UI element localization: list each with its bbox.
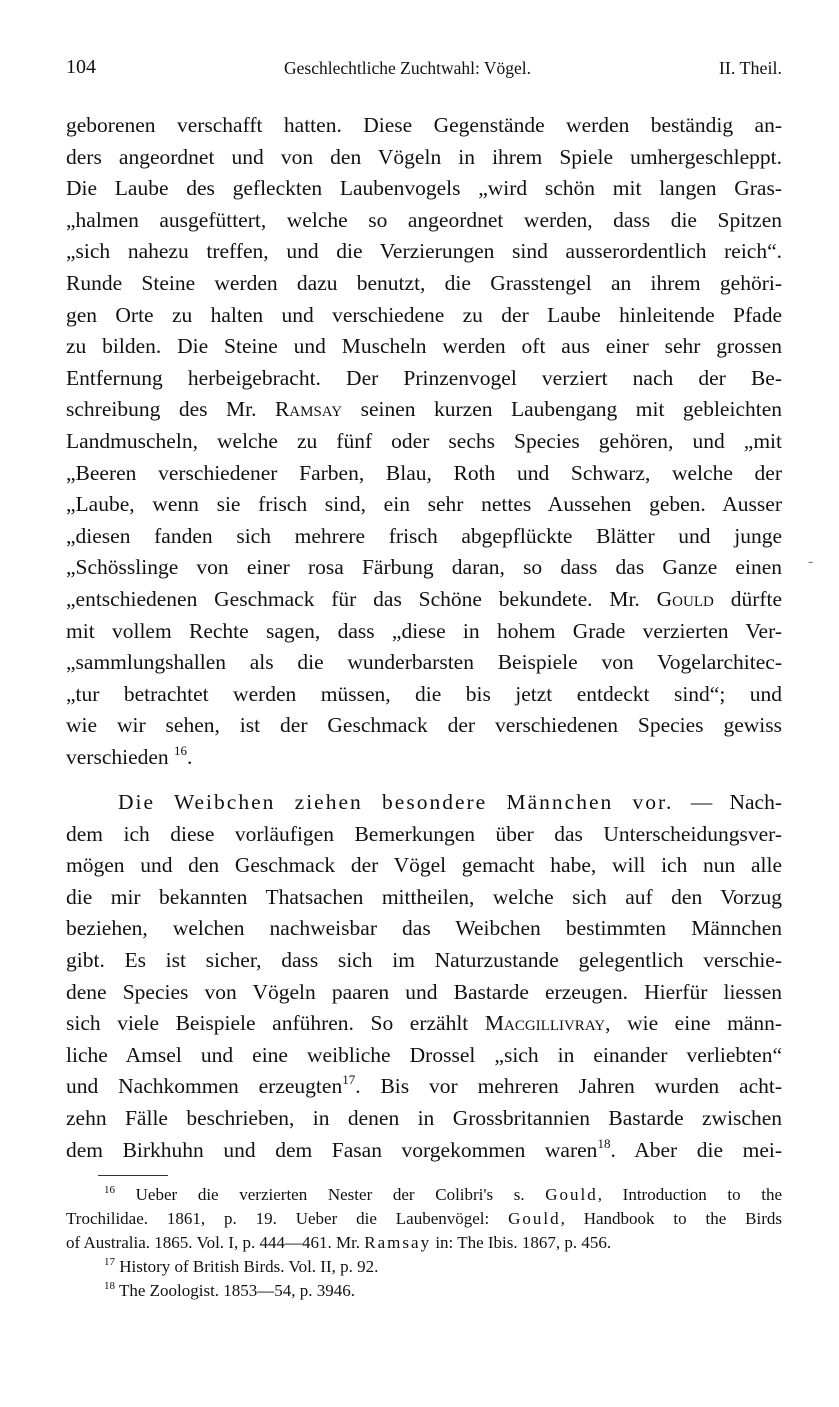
text-segment: „entschiedenen Geschmack für das Schöne bekundete. Mr. [66,586,640,611]
footnote-line [66,1207,782,1231]
text-segment: in: The Ibis. 1867, p. 456. [435,1233,612,1252]
text-segment: schreibung des Mr. [66,397,257,422]
text-line: zu bilden. Die Steine und Muscheln werden oft aus einer sehr grossen [66,334,782,359]
text-line: Landmuscheln, welche zu fünf oder sechs Species gehören, und „mit [66,428,782,453]
footnote-line [66,1231,782,1255]
text-line: „tur betrachtet werden müssen, die bis jetzt entdeckt sind“; und [66,681,782,706]
text-segment: The Zoologist. 1853—54, p. 3946. [118,1281,356,1300]
footnote-reference-18[interactable]: 18 [597,1135,611,1151]
text-segment: . [187,744,193,769]
text-line: „halmen ausgefüttert, welche so angeordnet werden, dass die Spitzen [66,207,782,232]
text-line [66,394,782,426]
text-line: gibt. Es ist sicher, dass sich im Naturzustande gelegentlich verschie- [66,947,782,972]
text-segment: dem Birkhuhn und dem Fasan vorgekommen waren [66,1137,598,1162]
text-line [66,584,782,616]
text-segment: und Nachkommen erzeugten [66,1074,343,1099]
author-name-macgillivray: Macgillivray [484,1011,606,1036]
author-name-gould: Gould [508,1209,561,1228]
text-segment: of Australia. 1865. Vol. I, p. 444—461. Mr. [66,1233,361,1252]
text-segment: — Nach- [690,790,782,814]
text-segment: , Introduction to the [597,1185,783,1204]
text-segment: dürfte [730,586,783,611]
text-line [66,1135,782,1167]
text-line: Die Laube des gefleckten Laubenvogels „wird schön mit langen Gras- [66,176,782,201]
text-segment: seinen kurzen Laubengang mit gebleichten [360,397,783,422]
author-name-gould: Gould [545,1185,598,1204]
author-name-ramsay: Ramsay [364,1233,432,1252]
footnote-17 [66,1255,782,1279]
footnote-18 [66,1279,782,1303]
text-segment: , Handbook to the Birds [560,1209,782,1228]
footnote-line [66,1279,782,1303]
text-line: „sich nahezu treffen, und die Verzierungen sind ausserordentlich reich“. [66,239,782,264]
text-line: gen Orte zu halten und verschiedene zu der Laube hinleitende Pfade [66,302,782,327]
text-segment: , wie eine männ- [605,1011,782,1036]
text-line: „Laube, wenn sie frisch sind, ein sehr nettes Aussehen geben. Ausser [66,492,782,517]
text-line [66,1071,782,1103]
page-number: 104 [66,56,96,78]
text-line: dem ich diese vorläufigen Bemerkungen über das Unterscheidungsver- [66,821,782,846]
text-segment: History of British Birds. Vol. II, p. 92. [119,1257,379,1276]
section-heading: Die Weibchen ziehen besondere Männchen vor. [118,790,674,814]
text-segment: Ueber die verzierten Nester der Colibri's s. [135,1185,525,1204]
text-line: zehn Fälle beschrieben, in denen in Grossbritannien Bastarde zwischen [66,1105,782,1130]
text-segment: sich viele Beispiele anführen. So erzählt [66,1011,469,1036]
text-line: mögen und den Geschmack der Vögel gemacht habe, will ich nun alle [66,853,782,878]
paragraph-bower-decorations [66,110,782,773]
text-line [66,1008,782,1040]
footnote-reference-16[interactable]: 16 [174,742,188,758]
text-line [66,742,782,774]
text-segment: . Aber die mei- [610,1137,782,1162]
text-line: die mir bekannten Thatsachen mittheilen, welche sich auf den Vorzug [66,884,782,909]
part-label: II. Theil. [718,58,782,78]
footnote-marker: 16 [104,1184,115,1196]
paragraph-female-preference [66,787,782,1166]
text-line: mit vollem Rechte sagen, dass „diese in hohem Grade verzierten Ver- [66,618,782,643]
footnote-marker: 18 [104,1280,115,1292]
text-segment: Trochilidae. 1861, p. 19. Ueber die Laubenvögel: [66,1209,490,1228]
text-line: dene Species von Vögeln paaren und Bastarde erzeugen. Hierfür liessen [66,979,782,1004]
author-name-gould: Gould [656,586,714,611]
running-title: Geschlechtliche Zuchtwahl: Vögel. [284,58,532,78]
text-segment: verschieden [66,744,169,769]
text-line: liche Amsel und eine weibliche Drossel „sich in einander verliebten“ [66,1042,782,1067]
text-line: „sammlungshallen als die wunderbarsten Beispiele von Vogelarchitec- [66,650,782,675]
footnote-16 [66,1183,782,1255]
text-line: wie wir sehen, ist der Geschmack der verschiedenen Species gewiss [66,713,782,738]
footnote-marker: 17 [104,1256,115,1268]
text-line: geborenen verschafft hatten. Diese Gegenstände werden beständig an- [66,113,782,137]
text-line [66,787,782,819]
footnotes [66,1183,782,1303]
text-line: ders angeordnet und von den Vögeln in ihrem Spiele umhergeschleppt. [66,144,782,169]
footnote-line [66,1255,782,1279]
text-line: „Beeren verschiedener Farben, Blau, Roth und Schwarz, welche der [66,460,782,485]
text-line: „diesen fanden sich mehrere frisch abgepflückte Blätter und junge [66,523,782,548]
text-segment: . Bis vor mehreren Jahren wurden acht- [355,1074,783,1099]
author-name-ramsay: Ramsay [274,397,343,422]
footnote-line [66,1183,782,1207]
text-line: „Schösslinge von einer rosa Färbung daran, so dass das Ganze einen [66,555,782,580]
margin-mark: - [808,553,814,570]
text-line: Entfernung herbeigebracht. Der Prinzenvogel verziert nach der Be- [66,365,782,390]
footnote-reference-17[interactable]: 17 [342,1072,356,1088]
footnote-divider [98,1175,168,1176]
text-line: Runde Steine werden dazu benutzt, die Grasstengel an ihrem gehöri- [66,270,782,295]
text-line: beziehen, welchen nachweisbar das Weibchen bestimmten Männchen [66,916,782,941]
page-header [66,56,782,90]
